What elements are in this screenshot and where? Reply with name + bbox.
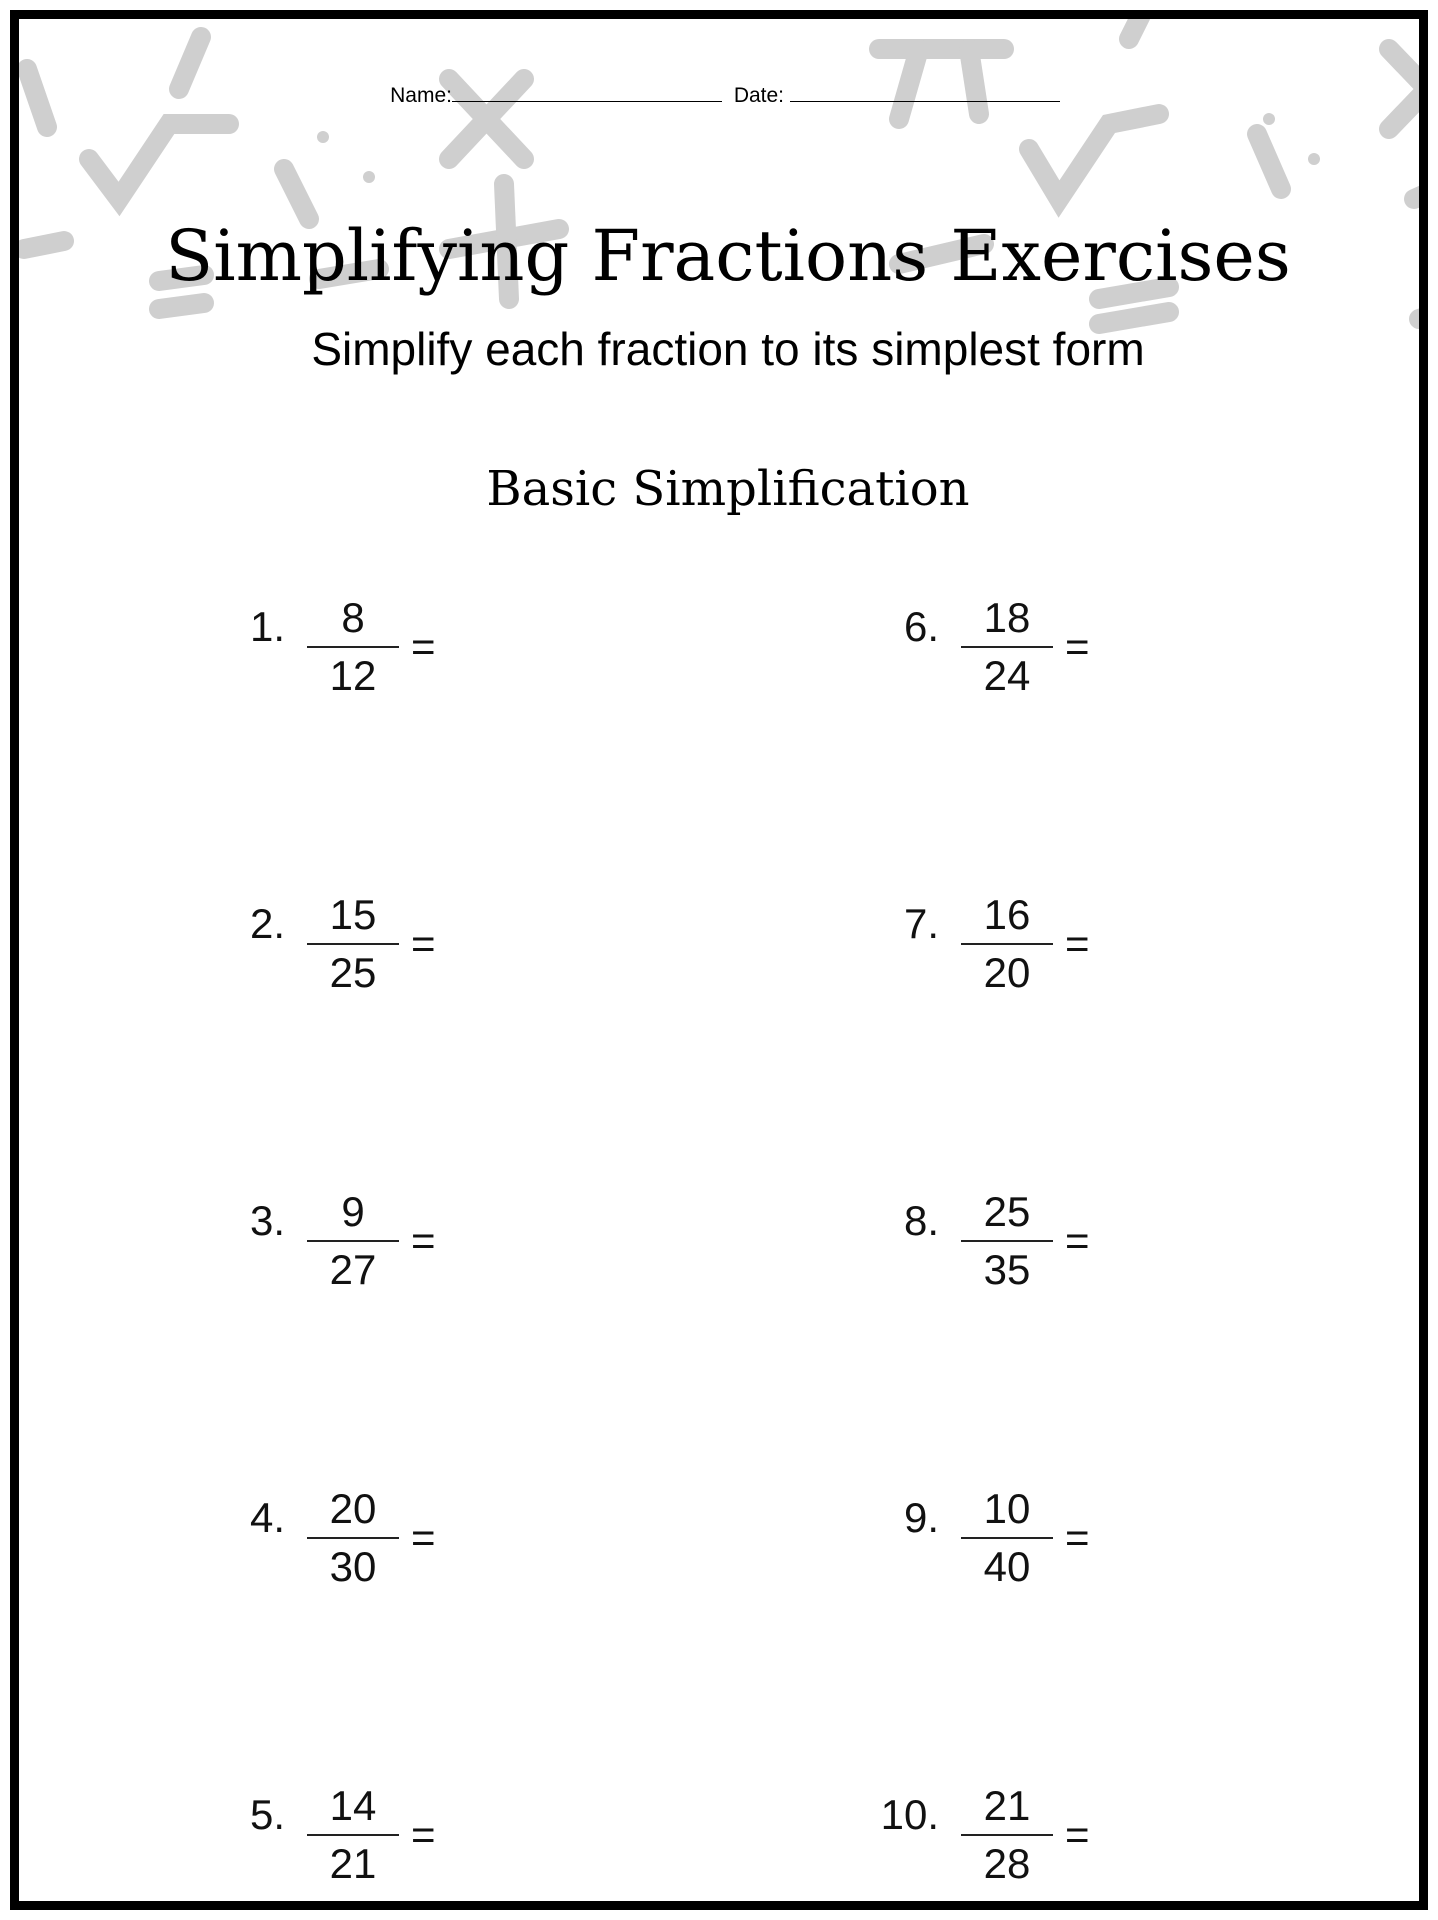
problem-8 [861,1184,1261,1304]
problem-3 [207,1184,607,1304]
equals-sign: = [411,920,436,967]
fraction [961,1184,1053,1298]
fraction [961,1481,1053,1595]
problem-number: 4. [249,1494,285,1541]
numerator: 15 [329,891,377,938]
equals-sign: = [411,1811,436,1858]
problem-number: 8. [903,1197,939,1244]
equals-sign: = [411,1514,436,1561]
problem-number: 9. [903,1494,939,1541]
fraction [961,590,1053,704]
denominator: 27 [329,1246,377,1293]
denominator: 28 [983,1840,1031,1887]
equals-sign: = [1065,623,1090,670]
problem-9 [861,1481,1261,1601]
fraction [961,1778,1053,1892]
denominator: 25 [329,949,377,996]
problem-7 [861,887,1261,1007]
equals-sign: = [1065,920,1090,967]
page-title: Simplifying Fractions Exercises [165,215,1291,297]
equals-sign: = [1065,1217,1090,1264]
problem-4 [207,1481,607,1601]
equals-sign: = [1065,1514,1090,1561]
denominator: 40 [983,1543,1031,1590]
denominator: 21 [329,1840,377,1887]
page-subtitle: Simplify each fraction to its simplest form [311,323,1145,375]
problem-5 [207,1778,607,1898]
equals-sign: = [1065,1811,1090,1858]
problem-number: 7. [903,900,939,947]
denominator: 20 [983,949,1031,996]
name-blank[interactable] [452,83,722,102]
numerator: 25 [983,1188,1031,1235]
problem-6 [861,590,1261,710]
denominator: 24 [983,652,1031,699]
numerator: 10 [983,1485,1031,1532]
name-label: Name: [390,84,452,107]
fraction [961,887,1053,1001]
name-date-line [19,83,1428,108]
problem-number: 10. [880,1791,939,1838]
equals-sign: = [411,623,436,670]
denominator: 12 [329,652,377,699]
problem-2 [207,887,607,1007]
problem-number: 2. [249,900,285,947]
date-label: Date: [733,84,785,107]
worksheet-page [10,10,1428,1910]
problem-number: 1. [249,603,285,650]
fraction [307,1184,399,1298]
problem-number: 3. [249,1197,285,1244]
section-heading: Basic Simplification [486,461,970,517]
numerator: 20 [329,1485,377,1532]
numerator: 18 [983,594,1031,641]
problem-number: 6. [903,603,939,650]
numerator: 9 [341,1188,365,1235]
problem-number: 5. [249,1791,285,1838]
problem-10 [861,1778,1261,1898]
fraction [307,590,399,704]
numerator: 14 [329,1782,377,1829]
fraction [307,1778,399,1892]
fraction [307,1481,399,1595]
denominator: 35 [983,1246,1031,1293]
fraction [307,887,399,1001]
numerator: 21 [983,1782,1031,1829]
numerator: 16 [983,891,1031,938]
numerator: 8 [341,594,365,641]
date-blank[interactable] [790,83,1060,102]
equals-sign: = [411,1217,436,1264]
problem-1 [207,590,607,710]
denominator: 30 [329,1543,377,1590]
